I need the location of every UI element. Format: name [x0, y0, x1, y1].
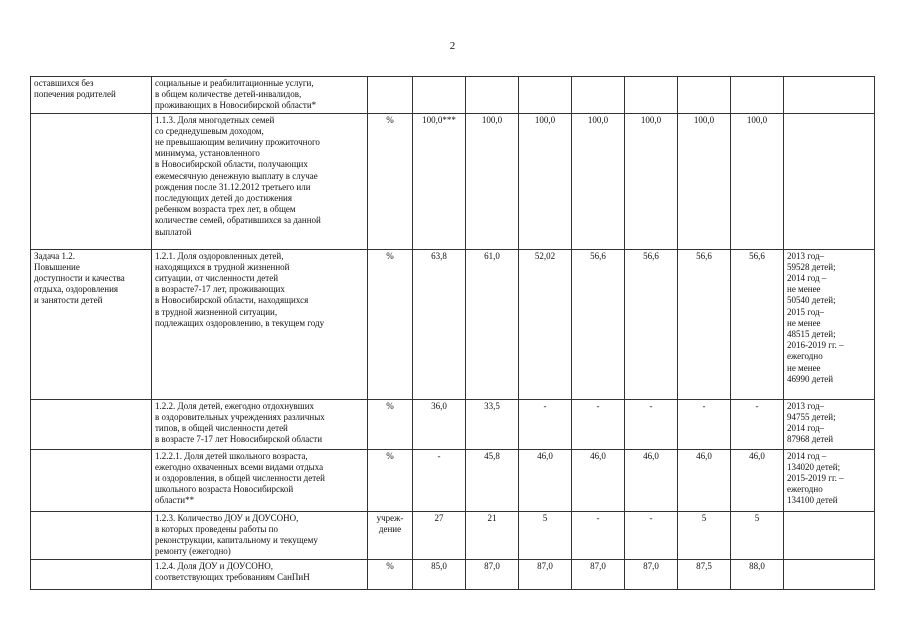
value-cell: -	[625, 399, 678, 449]
table-body	[31, 77, 875, 590]
indicator-cell: 1.2.3. Количество ДОУ и ДОУСОНО, в которых проведены работы по реконструкции, капитальному и текущему ремонту (ежегодно)	[152, 511, 368, 559]
value-cell: 56,6	[625, 249, 678, 399]
value-cell: 56,6	[731, 249, 784, 399]
value-cell: 100,0	[731, 113, 784, 249]
value-cell: 100,0	[466, 113, 519, 249]
value-cell	[413, 77, 466, 114]
task-cell	[31, 511, 152, 559]
value-cell: -	[572, 511, 625, 559]
value-cell: -	[678, 399, 731, 449]
indicator-cell: 1.2.1. Доля оздоровленных детей, находящихся в трудной жизненной ситуации, от численности детей в возрасте7-17 лет, проживающих в Новосибирской области, находящихся в трудной жизненной ситуации, подлежащих оздоровлению, в текущем году	[152, 249, 368, 399]
value-cell: 46,0	[731, 449, 784, 511]
value-cell: 100,0	[572, 113, 625, 249]
table-row	[31, 511, 875, 559]
note-cell	[784, 77, 875, 114]
value-cell	[625, 77, 678, 114]
note-cell	[784, 511, 875, 559]
task-cell	[31, 449, 152, 511]
task-cell: оставшихся без попечения родителей	[31, 77, 152, 114]
value-cell: 46,0	[572, 449, 625, 511]
value-cell: 100,0	[519, 113, 572, 249]
value-cell: 52,02	[519, 249, 572, 399]
value-cell	[572, 77, 625, 114]
value-cell: 46,0	[519, 449, 572, 511]
value-cell: -	[413, 449, 466, 511]
unit-cell	[368, 77, 413, 114]
note-cell	[784, 113, 875, 249]
indicator-cell: 1.2.2.1. Доля детей школьного возраста, ежегодно охваченных всеми видами отдыха и оздоровления, в общей численности детей школьного возраста Новосибирской области**	[152, 449, 368, 511]
value-cell	[519, 77, 572, 114]
value-cell: 87,0	[466, 559, 519, 589]
page-number: 2	[449, 40, 456, 52]
value-cell	[678, 77, 731, 114]
value-cell: 5	[519, 511, 572, 559]
value-cell: 56,6	[678, 249, 731, 399]
indicator-cell: 1.1.3. Доля многодетных семей со среднедушевым доходом, не превышающим величину прожиточного минимума, установленного в Новосибирской области, получающих ежемесячную денежную выплату в случае рождения после 31.12.2012 третьего или последующих детей до достижения ребенком возраста трех лет, в общем количестве семей, обратившихся за данной выплатой	[152, 113, 368, 249]
task-cell: Задача 1.2. Повышение доступности и качества отдыха, оздоровления и занятости детей	[31, 249, 152, 399]
indicator-cell: 1.2.4. Доля ДОУ и ДОУСОНО, соответствующих требованиям СанПиН	[152, 559, 368, 589]
unit-cell: %	[368, 249, 413, 399]
value-cell: 61,0	[466, 249, 519, 399]
table-row	[31, 77, 875, 114]
value-cell: 88,0	[731, 559, 784, 589]
value-cell: 21	[466, 511, 519, 559]
task-cell	[31, 113, 152, 249]
note-cell: 2013 год– 94755 детей; 2014 год– 87968 детей	[784, 399, 875, 449]
value-cell: 85,0	[413, 559, 466, 589]
value-cell: 36,0	[413, 399, 466, 449]
table-row	[31, 399, 875, 449]
value-cell: -	[519, 399, 572, 449]
value-cell: -	[625, 511, 678, 559]
value-cell: 27	[413, 511, 466, 559]
value-cell: 87,0	[625, 559, 678, 589]
value-cell: 46,0	[625, 449, 678, 511]
unit-cell: %	[368, 399, 413, 449]
note-cell: 2013 год– 59528 детей; 2014 год – не менее 50540 детей; 2015 год– не менее 48515 детей; 2016-2019 гг. – ежегодно не менее 46990 детей	[784, 249, 875, 399]
indicators-table	[30, 76, 875, 590]
value-cell: 63,8	[413, 249, 466, 399]
value-cell: 5	[731, 511, 784, 559]
unit-cell: %	[368, 113, 413, 249]
task-cell	[31, 399, 152, 449]
indicator-cell: социальные и реабилитационные услуги, в общем количестве детей-инвалидов, проживающих в Новосибирской области*	[152, 77, 368, 114]
unit-cell: %	[368, 449, 413, 511]
value-cell: 56,6	[572, 249, 625, 399]
table-row	[31, 249, 875, 399]
value-cell: 45,8	[466, 449, 519, 511]
value-cell	[466, 77, 519, 114]
value-cell: 100,0	[625, 113, 678, 249]
value-cell: 46,0	[678, 449, 731, 511]
value-cell	[731, 77, 784, 114]
value-cell: 100,0***	[413, 113, 466, 249]
value-cell: 33,5	[466, 399, 519, 449]
value-cell: 87,5	[678, 559, 731, 589]
unit-cell: учреж- дение	[368, 511, 413, 559]
value-cell: -	[731, 399, 784, 449]
note-cell: 2014 год – 134020 детей; 2015-2019 гг. – ежегодно 134100 детей	[784, 449, 875, 511]
table-row	[31, 113, 875, 249]
table-row	[31, 559, 875, 589]
task-cell	[31, 559, 152, 589]
value-cell: 87,0	[519, 559, 572, 589]
table-row	[31, 449, 875, 511]
indicator-cell: 1.2.2. Доля детей, ежегодно отдохнувших в оздоровительных учреждениях различных типов, в общей численности детей в возрасте 7-17 лет Новосибирской области	[152, 399, 368, 449]
value-cell: 100,0	[678, 113, 731, 249]
value-cell: -	[572, 399, 625, 449]
unit-cell: %	[368, 559, 413, 589]
note-cell	[784, 559, 875, 589]
value-cell: 5	[678, 511, 731, 559]
value-cell: 87,0	[572, 559, 625, 589]
